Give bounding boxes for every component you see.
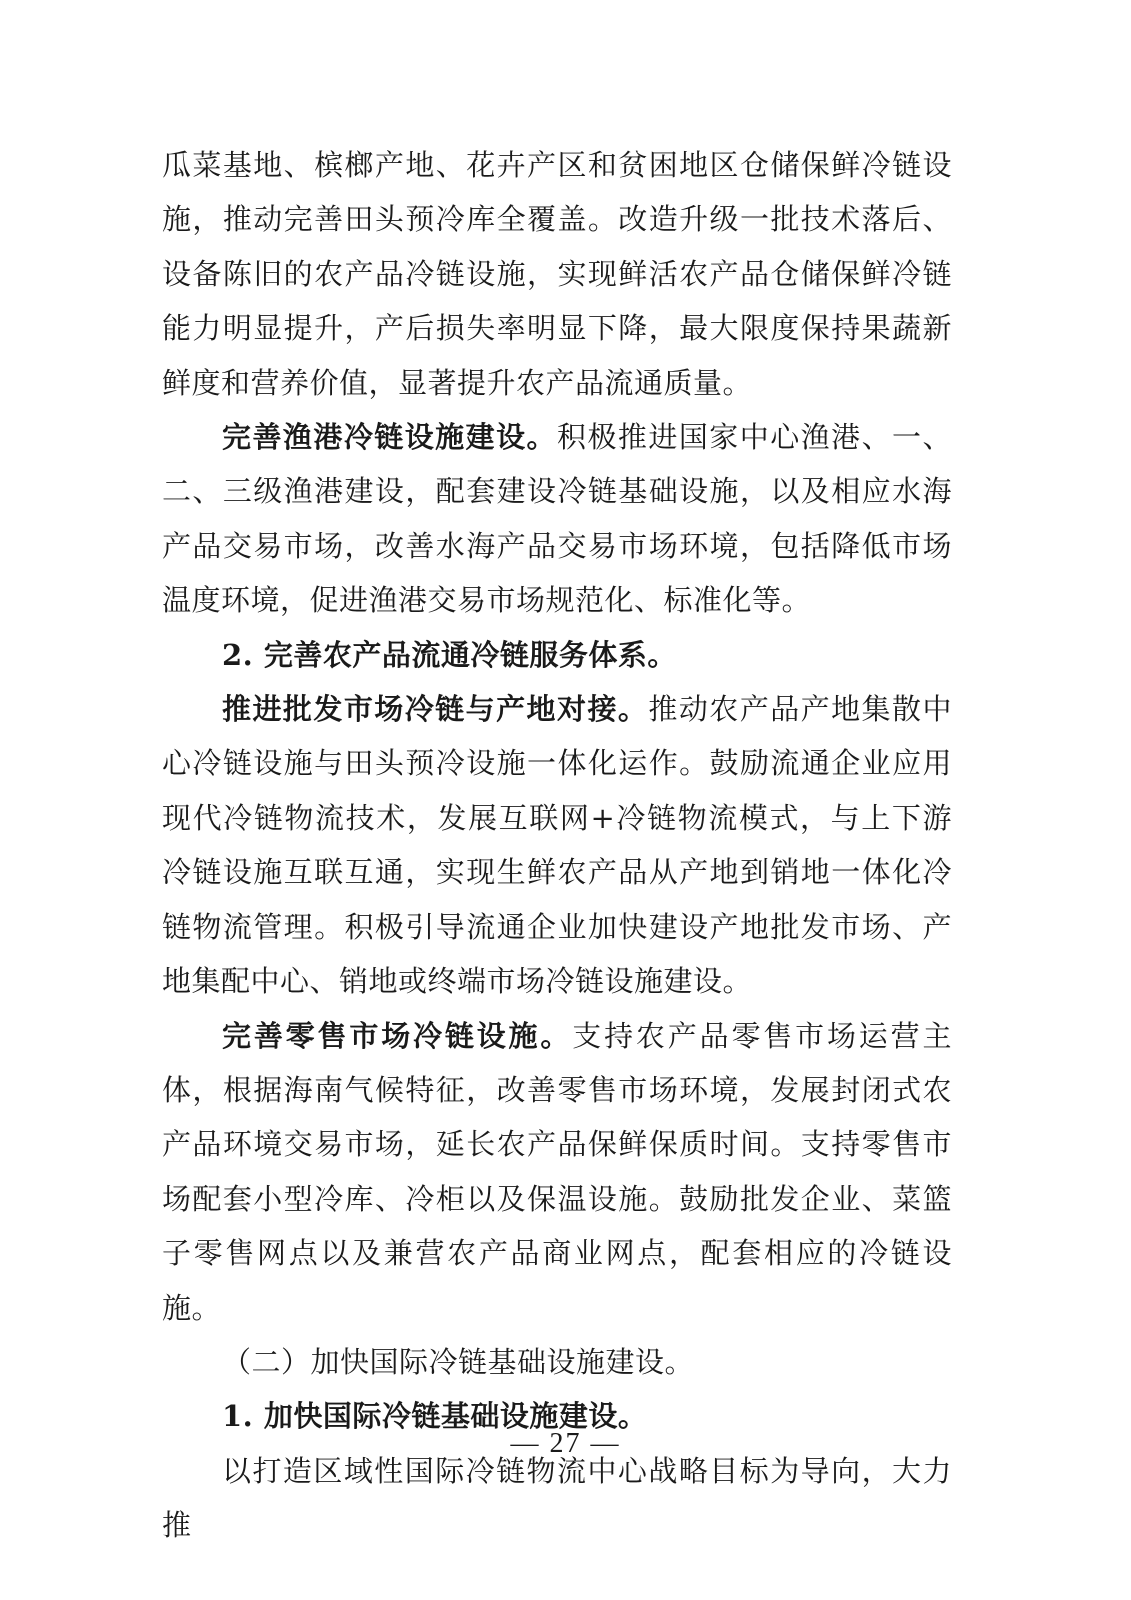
page-number: — 27 — [510,1428,621,1459]
paragraph-text: 推动农产品产地集散中心冷链设施与田头预冷设施一体化运作。鼓励流通企业应用现代冷链物流技术，发展互联网+冷链物流模式，与上下游冷链设施互联互通，实现生鲜农产品从产地到销地一体化冷链物流管理。积极引导流通企业加快建设产地批发市场、产地集配中心、销地或终端市场冷链设施建设。 [162,692,952,999]
paragraph-regional-hub [162,1444,952,1553]
paragraph-lead: 完善渔港冷链设施建设。 [222,420,558,455]
heading-circulation-service-system: 2. 完善农产品流通冷链服务体系。 [222,637,677,672]
section-heading-international: （二）加快国际冷链基础设施建设。 [222,1344,695,1379]
paragraph-retail-market [162,1009,952,1335]
heading-international-infrastructure: 1. 加快国际冷链基础设施建设。 [222,1399,648,1434]
paragraph-lead: 完善零售市场冷链设施。 [222,1018,573,1053]
paragraph-wholesale-market [162,682,952,1008]
paragraph-text: 支持农产品零售市场运营主体，根据海南气候特征，改善零售市场环境，发展封闭式农产品环境交易市场，延长农产品保鲜保质时间。支持零售市场配套小型冷库、冷柜以及保温设施。鼓励批发企业、菜篮子零售网点以及兼营农产品商业网点，配套相应的冷链设施。 [162,1018,952,1325]
paragraph-text: 积极推进国家中心渔港、一、二、三级渔港建设，配套建设冷链基础设施，以及相应水海产品交易市场，改善水海产品交易市场环境，包括降低市场温度环境，促进渔港交易市场规范化、标准化等。 [162,420,952,618]
paragraph-text: 瓜菜基地、槟榔产地、花卉产区和贫困地区仓储保鲜冷链设施，推动完善田头预冷库全覆盖。改造升级一批技术落后、设备陈旧的农产品冷链设施，实现鲜活农产品仓储保鲜冷链能力明显提升，产后损失率明显下降，最大限度保持果蔬新鲜度和营养价值，显著提升农产品流通质量。 [162,148,952,400]
paragraph-lead: 推进批发市场冷链与产地对接。 [222,692,649,727]
paragraph-cold-chain-facilities [162,138,952,410]
document-body [162,138,952,1553]
paragraph-fishing-port [162,410,952,628]
paragraph-text: 以打造区域性国际冷链物流中心战略目标为导向，大力推 [162,1453,952,1543]
